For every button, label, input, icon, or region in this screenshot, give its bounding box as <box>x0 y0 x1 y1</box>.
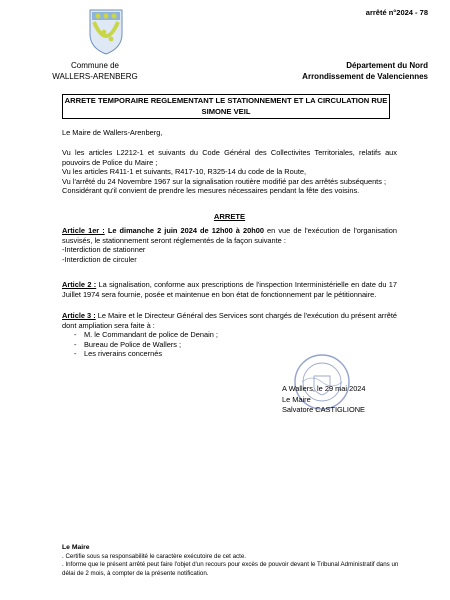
decree-title-line-1: ARRETE TEMPORAIRE REGLEMENTANT LE STATIONNEMENT ET LA CIRCULATION RUE <box>64 96 388 105</box>
article-2-label: Article 2 : <box>62 280 97 289</box>
article-1-date: Le dimanche 2 juin 2024 de 12h00 à 20h00 <box>107 226 264 235</box>
article-1 <box>62 226 397 264</box>
preamble-vu-2: Vu les articles R411-1 et suivants, R417-10, R325-14 du code de la Route, <box>62 167 307 177</box>
footer-line-2: . Informe que le présent arrêté peut faire l'objet d'un recours pour excès de pouvoir devant le Tribunal Administratif dans un délai de 2 mois, à compter de la présente notification. <box>62 561 399 577</box>
article-2-text: La signalisation, conforme aux prescriptions de l'inspection Interministérielle en date du 17 Juillet 1974 sera fournie, posée et maintenue en bon état de fonctionnement par le pétitionnaire. <box>62 280 398 299</box>
ampliation-item: - Les riverains concernés <box>62 349 397 359</box>
article-2 <box>62 280 397 299</box>
footer-heading: Le Maire <box>62 544 90 551</box>
commune-label: Commune de <box>70 61 120 70</box>
footer-notice <box>62 544 402 578</box>
footer-line-1: . Certifie sous sa responsabilité le caractère exécutoire de cet acte. <box>62 552 246 560</box>
section-title: ARRETE <box>213 212 246 221</box>
mayor-intro: Le Maire de Wallers-Arenberg, <box>62 128 163 137</box>
article-3-label: Article 3 : <box>62 311 96 320</box>
signature-name: Salvatore CASTIGLIONE <box>282 405 365 414</box>
signature-block <box>282 384 366 416</box>
preamble-considerant: Considérant qu'il convient de prendre les mesures nécessaires pendant la fête des voisins. <box>62 186 360 196</box>
preamble-block <box>62 148 397 196</box>
preamble-vu-3: Vu l'arrêté du 24 Novembre 1967 sur la signalisation routière modifié par des arrêtés subséquents ; <box>62 176 387 186</box>
commune-block <box>30 60 160 82</box>
town-crest-logo <box>84 6 128 56</box>
decree-reference: arrêté n°2024 - 78 <box>365 8 428 17</box>
article-1-item: -Interdiction de circuler <box>62 254 137 264</box>
department-name: Département du Nord <box>346 61 428 70</box>
signature-role: Le Maire <box>282 394 311 404</box>
article-1-label: Article 1er : <box>62 226 105 235</box>
arrondissement-name: Arrondissement de Valenciennes <box>302 72 428 81</box>
preamble-vu-1: Vu les articles L2212-1 et suivants du Code Général des Collectivites Territoriales, relatifs aux pouvoirs de Police du Maire ; <box>62 148 397 167</box>
decree-title <box>62 94 390 119</box>
article-1-text: en vue de l'exécution de l'organisation susvisés, le stationnement seront réglementés de la façon suivante : <box>62 226 398 245</box>
ampliation-item: - M. le Commandant de police de Denain ; <box>62 330 397 340</box>
ampliation-item: - Bureau de Police de Wallers ; <box>62 340 397 350</box>
decree-title-line-2: SIMONE VEIL <box>201 106 251 116</box>
department-block <box>238 60 428 82</box>
commune-name: WALLERS-ARENBERG <box>52 72 138 81</box>
article-3-text: Le Maire et le Directeur Général des Services sont chargés de l'exécution du présent arrêté dont ampliation sera faite à : <box>62 311 397 330</box>
signature-place-date: A Wallers, le 29 mai 2024 <box>282 384 366 393</box>
article-1-item: -Interdiction de stationner <box>62 245 146 255</box>
